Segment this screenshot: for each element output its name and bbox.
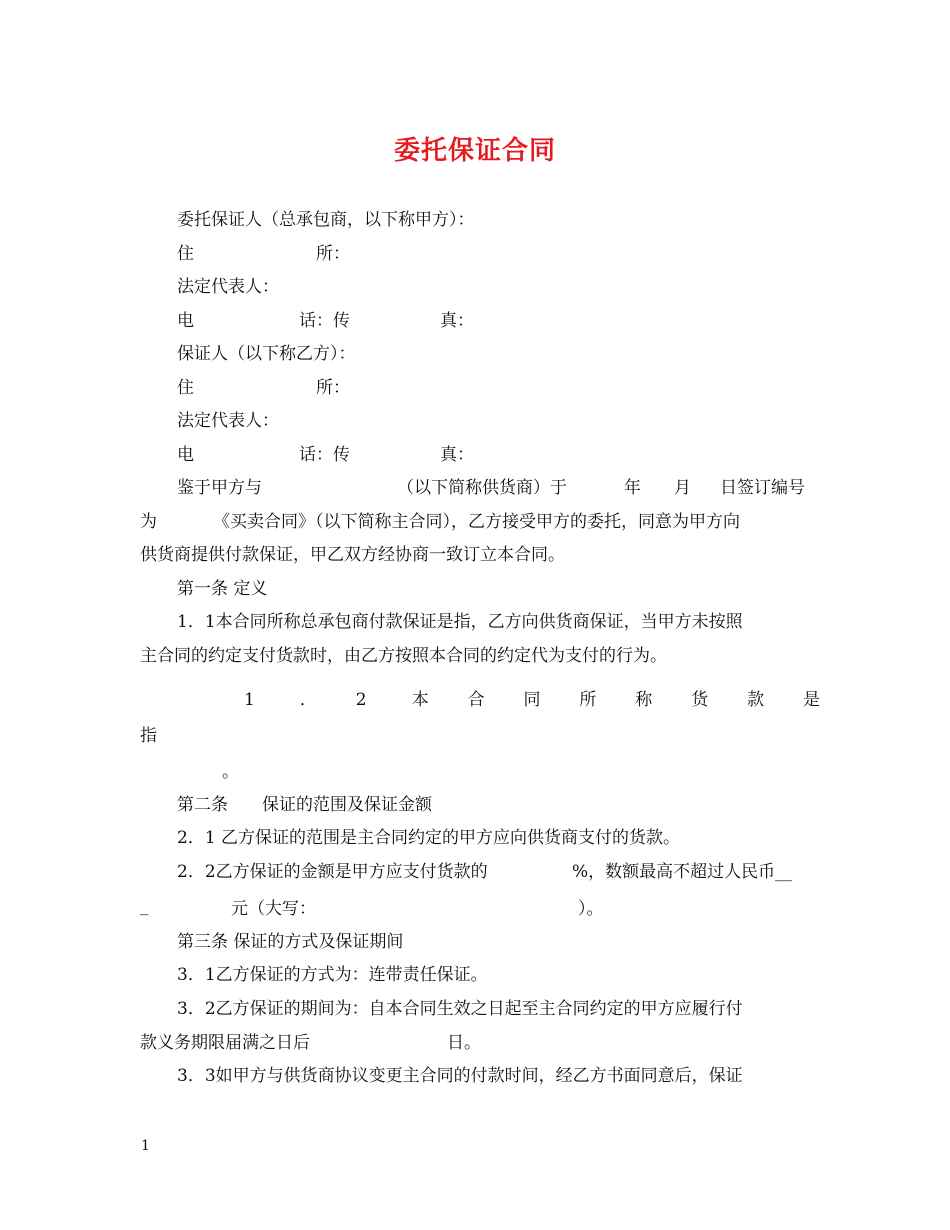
preamble-text: 《买卖合同》（以下简称主合同），乙方接受甲方的委托，同意为甲方向 (213, 512, 740, 532)
article-2-heading: 第二条 (177, 795, 228, 815)
clause-1-1: 1．1本合同所称总承包商付款保证是指，乙方向供货商保证，当甲方未按照 (177, 612, 743, 632)
party-a-phone-fax-label: 话：传 (299, 311, 350, 331)
clause-2-1: 2．1 乙方保证的范围是主合同约定的甲方应向供货商支付的货款。 (177, 828, 681, 848)
clause-3-2: 款义务期限届满之日后 (140, 1033, 310, 1053)
clause-2-2: ）。 (578, 899, 604, 919)
clause-1-1: 主合同的约定支付货款时，由乙方按照本合同的约定代为支付的行为。 (140, 646, 667, 666)
preamble-month: 月 (674, 478, 691, 498)
party-b-phone-label: 电 (177, 445, 194, 465)
clause-1-2-char: 本 (411, 690, 429, 710)
clause-1-2-end: 。 (222, 762, 239, 782)
article-3-heading: 第三条 保证的方式及保证期间 (177, 932, 404, 952)
preamble-text: 为 (140, 512, 157, 532)
party-a-address-label-2: 所： (316, 244, 350, 264)
preamble-text: （以下简称供货商）于 (397, 478, 567, 498)
clause-1-2-char: 合 (467, 690, 485, 710)
party-a-legal-rep: 法定代表人： (177, 277, 279, 297)
party-b-phone-fax-label: 话：传 (299, 445, 350, 465)
clause-1-2-char: 是 (803, 690, 820, 710)
preamble-text: 供货商提供付款保证，甲乙双方经协商一致订立本合同。 (140, 545, 565, 565)
article-1-heading: 第一条 定义 (177, 579, 268, 599)
clause-1-2-char: 1 (244, 690, 255, 710)
page-number: 1 (141, 1138, 150, 1154)
document-title: 委托保证合同 (393, 136, 556, 166)
party-b-address-label-2: 所： (316, 378, 350, 398)
preamble-year: 年 (624, 478, 641, 498)
clause-3-2: 日。 (447, 1033, 481, 1053)
party-a-fax-label: 真： (440, 311, 474, 331)
clause-2-2: 2．2乙方保证的金额是甲方应支付货款的 (177, 862, 488, 882)
clause-2-2: _ (140, 896, 149, 916)
preamble-text: 鉴于甲方与 (177, 478, 262, 498)
clause-2-2: %，数额最高不超过人民币__ (572, 862, 793, 882)
clause-1-2-char: 款 (747, 690, 765, 710)
clause-3-1: 3．1乙方保证的方式为：连带责任保证。 (177, 965, 488, 985)
clause-1-2-char: 同 (523, 690, 541, 710)
preamble-day: 日签订编号 (720, 478, 805, 498)
party-b-legal-rep: 法定代表人： (177, 411, 279, 431)
clause-1-2-char: 2 (355, 690, 367, 710)
clause-1-2-char: ． (299, 690, 317, 710)
party-b-heading: 保证人（以下称乙方）： (177, 344, 356, 364)
party-a-heading: 委托保证人（总承包商，以下称甲方）： (177, 210, 475, 230)
article-2-heading: 保证的范围及保证金额 (262, 795, 432, 815)
clause-1-2-char: 所 (579, 690, 597, 710)
party-b-fax-label: 真： (440, 445, 474, 465)
clause-3-3: 3．3如甲方与供货商协议变更主合同的付款时间，经乙方书面同意后，保证 (177, 1066, 743, 1086)
clause-2-2: 元（大写： (231, 899, 316, 919)
party-a-address-label: 住 (177, 244, 194, 264)
party-a-phone-label: 电 (177, 311, 194, 331)
clause-3-2: 3．2乙方保证的期间为：自本合同生效之日起至主合同约定的甲方应履行付 (177, 999, 743, 1019)
clause-1-2-char: 货 (691, 690, 709, 710)
party-b-address-label: 住 (177, 378, 194, 398)
clause-1-2: 指 (140, 726, 157, 746)
clause-1-2-char: 称 (635, 690, 653, 710)
